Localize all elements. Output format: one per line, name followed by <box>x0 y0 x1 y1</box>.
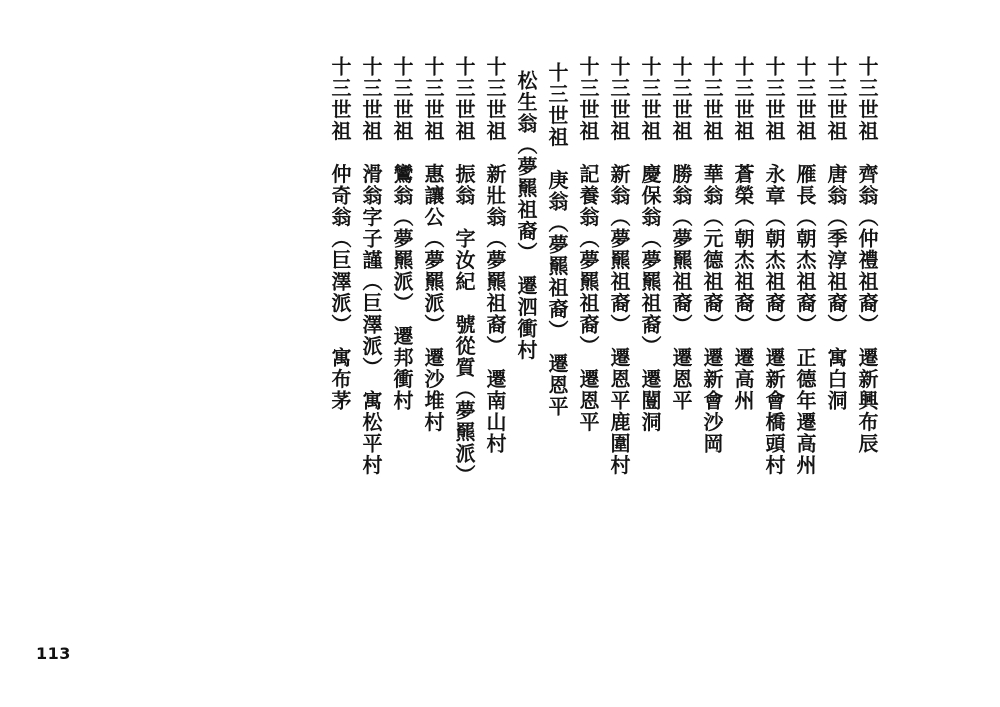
page-number: 113 <box>36 644 71 663</box>
text-column: 十三世祖 新壯翁（夢羆祖裔） 遷南山村 <box>483 56 507 455</box>
text-column: 十三世祖 惠讓公（夢羆派） 遷沙堆村 <box>421 56 445 433</box>
text-column: 十三世祖 華翁（元德祖裔） 遷新會沙岡 <box>700 56 724 455</box>
text-column: 十三世祖 慶保翁（夢羆祖裔） 遷闓洞 <box>638 56 662 433</box>
text-column: 十三世祖 仲奇翁（巨澤派） 寓布茅 <box>328 56 352 412</box>
text-column: 十三世祖 雁長（朝杰祖裔） 正德年遷高州 <box>793 56 817 476</box>
text-column: 十三世祖 滑翁字子謹（巨澤派） 寓松平村 <box>359 56 383 476</box>
text-column: 十三世祖 庚翁（夢羆祖裔） 遷恩平 <box>545 62 569 418</box>
text-column: 十三世祖 勝翁（夢羆祖裔） 遷恩平 <box>669 56 693 412</box>
text-column: 十三世祖 振翁 字汝紀 號從質（夢羆派） <box>452 56 476 486</box>
text-column: 松生翁（夢羆祖裔） 遷泗衝村 <box>514 70 538 361</box>
vertical-text-block <box>324 56 882 616</box>
text-column: 十三世祖 鸞翁（夢羆派） 遷邦衝村 <box>390 56 414 412</box>
text-column: 十三世祖 記養翁（夢羆祖裔） 遷恩平 <box>576 56 600 433</box>
text-column: 十三世祖 新翁（夢羆祖裔） 遷恩平鹿圍村 <box>607 56 631 476</box>
text-column: 十三世祖 唐翁（季淳祖裔） 寓白洞 <box>824 56 848 412</box>
text-column: 十三世祖 齊翁（仲禮祖裔） 遷新興布辰 <box>855 56 879 455</box>
text-column: 十三世祖 蒼榮（朝杰祖裔） 遷高州 <box>731 56 755 412</box>
text-column: 十三世祖 永章（朝杰祖裔） 遷新會橋頭村 <box>762 56 786 476</box>
